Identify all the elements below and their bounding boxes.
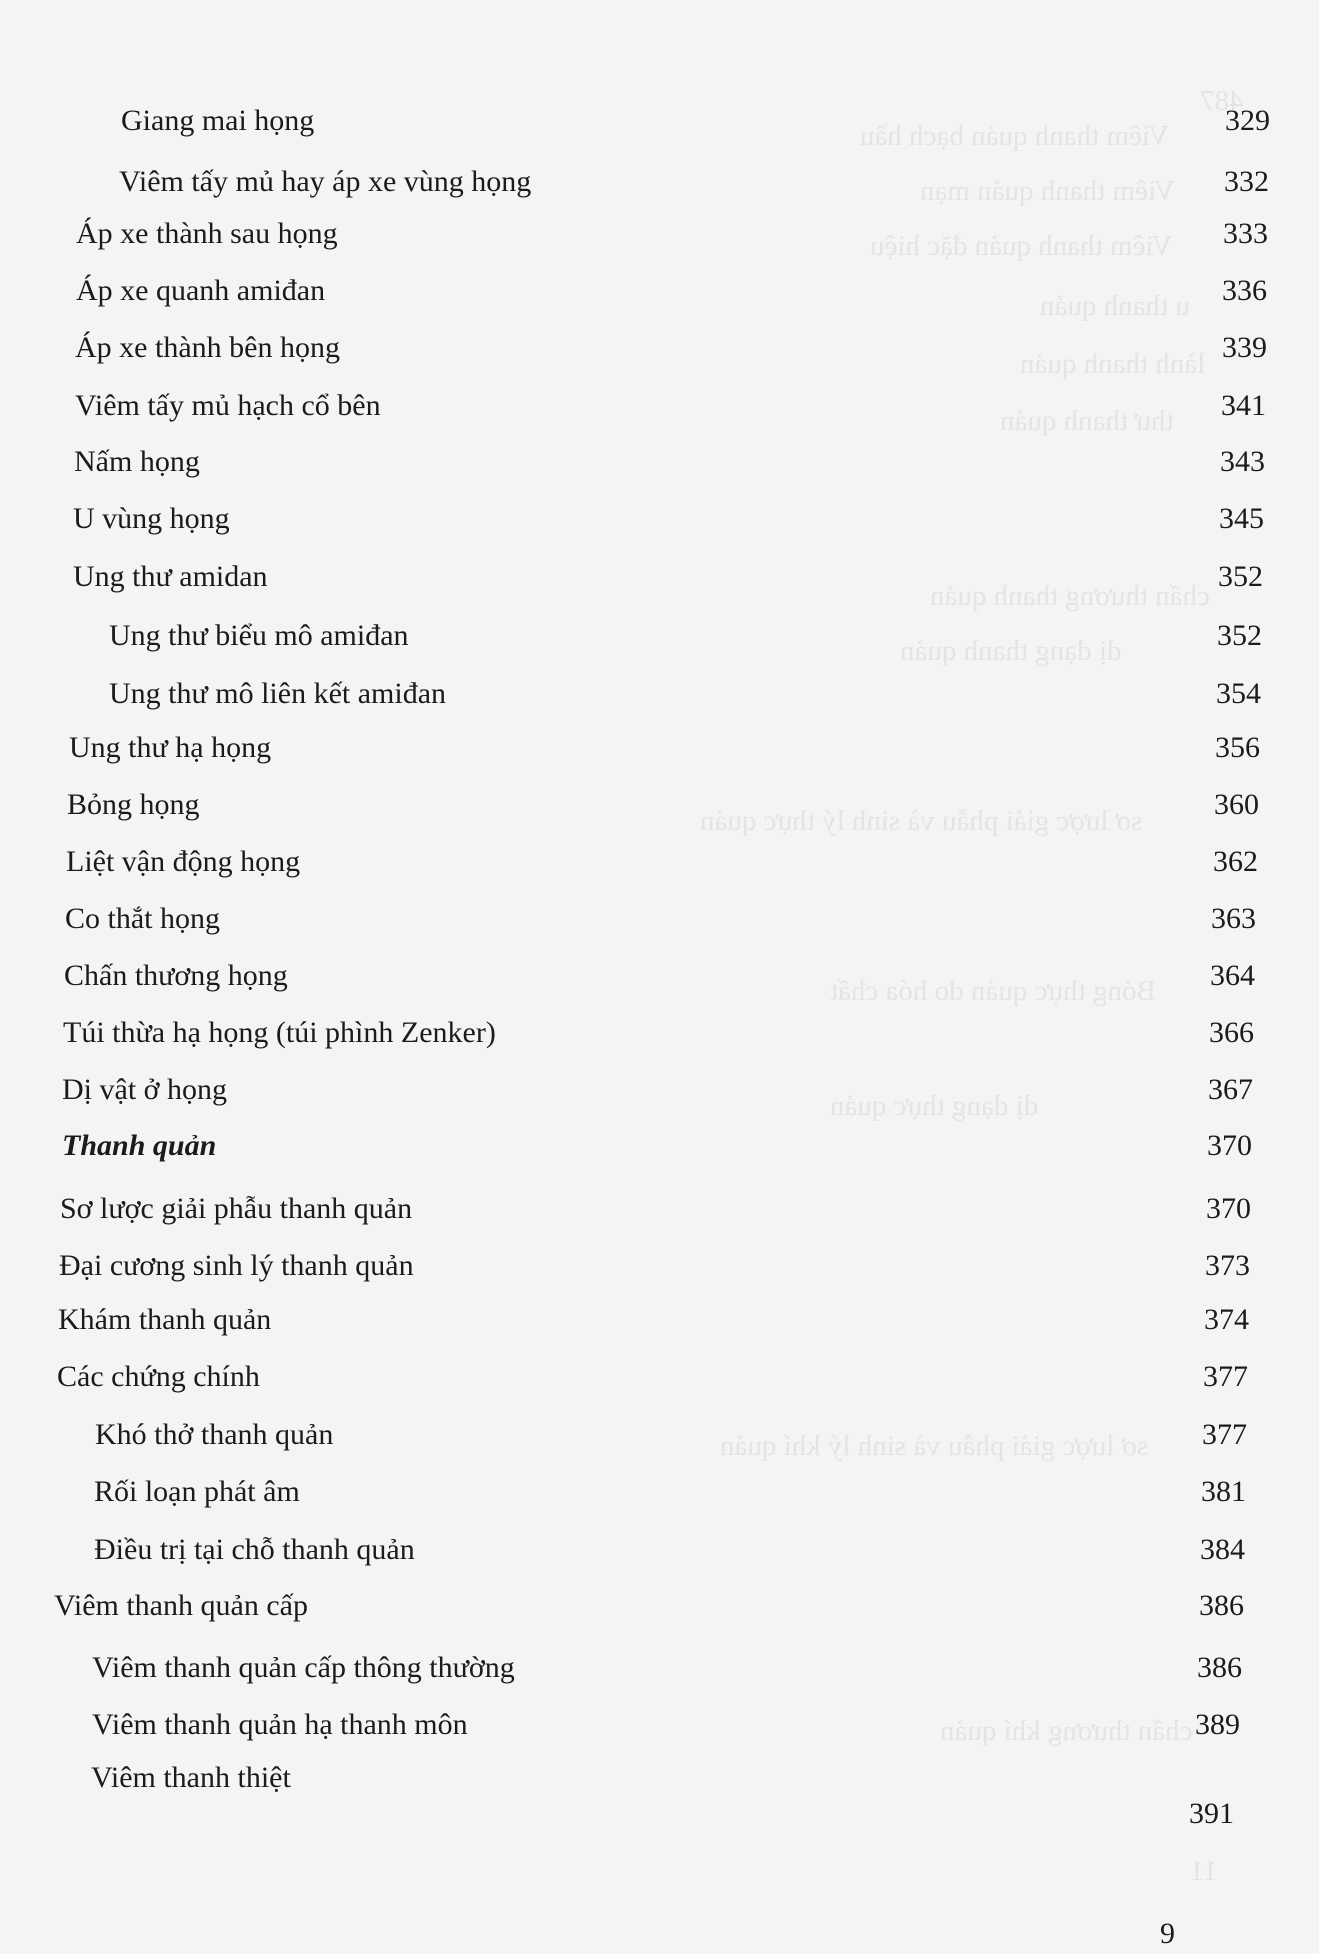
toc-entry-page: 360	[1214, 788, 1259, 821]
toc-entry-page: 343	[1220, 445, 1265, 478]
show-through-text: dị dạng thực quản	[830, 1090, 1039, 1122]
toc-entry-page: 370	[1206, 1192, 1251, 1225]
toc-entry-title: Rối loạn phát âm	[94, 1475, 300, 1508]
toc-entry-title: Viêm tấy mủ hay áp xe vùng họng	[119, 165, 532, 198]
toc-entry-page: 364	[1210, 959, 1255, 992]
show-through-text: 11	[1190, 1855, 1218, 1887]
show-through-text: sơ lược giải phẫu và sinh lý thực quản	[700, 805, 1143, 837]
toc-entry-title: Đại cương sinh lý thanh quản	[59, 1249, 414, 1282]
toc-entry-title: Áp xe quanh amiđan	[76, 274, 326, 307]
toc-entry-title: Điều trị tại chỗ thanh quản	[94, 1533, 415, 1566]
toc-entry-page: 339	[1222, 331, 1267, 364]
toc-entry-title: Viêm thanh quản cấp thông thường	[92, 1651, 515, 1684]
toc-entry-page: 373	[1205, 1249, 1250, 1282]
toc-entry-title: Ung thư biểu mô amiđan	[109, 619, 409, 652]
toc-entry-title: Các chứng chính	[57, 1360, 260, 1393]
toc-entry-title: Co thắt họng	[65, 902, 220, 935]
page-number: 9	[1160, 1917, 1175, 1950]
toc-entry-page: 362	[1213, 845, 1258, 878]
toc-entry-page: 329	[1225, 104, 1270, 137]
show-through-text: chấn thương thanh quản	[930, 580, 1210, 612]
toc-entry-title: Liệt vận động họng	[66, 845, 301, 878]
show-through-text: sơ lược giải phẫu và sinh lý khí quản	[720, 1430, 1149, 1462]
toc-entry-page: 377	[1203, 1360, 1248, 1393]
toc-entry-page: 370	[1207, 1129, 1252, 1162]
toc-entry-page: 386	[1199, 1589, 1244, 1622]
toc-entry-title: Thanh quản	[62, 1129, 217, 1162]
toc-entry-title: Viêm thanh quản hạ thanh môn	[92, 1708, 468, 1741]
toc-entry-page: 354	[1216, 677, 1261, 710]
toc-entry-page: 367	[1208, 1073, 1253, 1106]
toc-entry-page: 356	[1215, 731, 1260, 764]
toc-entry-page: 332	[1224, 165, 1269, 198]
show-through-text: 487	[1200, 85, 1244, 117]
show-through-text: thư thanh quản	[1000, 405, 1174, 437]
toc-entry-title: Bỏng họng	[67, 788, 200, 821]
toc-entry-page: 381	[1201, 1475, 1246, 1508]
toc-entry-title: Áp xe thành sau họng	[76, 217, 338, 250]
toc-entry-page: 391	[1189, 1797, 1234, 1830]
show-through-text: Viêm thanh quản đặc hiệu	[870, 230, 1173, 262]
toc-entry-title: Khám thanh quản	[58, 1303, 272, 1336]
toc-entry-title: Nấm họng	[74, 445, 200, 478]
toc-entry-title: Ung thư mô liên kết amiđan	[109, 677, 447, 710]
toc-entry-page: 366	[1209, 1016, 1254, 1049]
toc-entry-page: 333	[1223, 217, 1268, 250]
toc-entry-page: 345	[1219, 502, 1264, 535]
toc-entry-title: U vùng họng	[73, 502, 230, 535]
toc-entry-page: 352	[1218, 560, 1263, 593]
toc-entry-page: 386	[1197, 1651, 1242, 1684]
toc-entry-title: Dị vật ở họng	[62, 1073, 228, 1106]
toc-entry-title: Ung thư hạ họng	[69, 731, 272, 764]
toc-entry-title: Áp xe thành bên họng	[75, 331, 340, 364]
toc-entry-title: Chấn thương họng	[64, 959, 288, 992]
toc-entry-page: 389	[1195, 1708, 1240, 1741]
show-through-text: u thanh quản	[1040, 290, 1190, 322]
toc-entry-title: Khó thở thanh quản	[95, 1418, 334, 1451]
show-through-text: chấn thương khí quản	[940, 1715, 1193, 1747]
toc-entry-title: Ung thư amidan	[73, 560, 268, 593]
toc-entry-page: 341	[1221, 389, 1266, 422]
toc-entry-title: Viêm tấy mủ hạch cổ bên	[75, 389, 381, 422]
toc-entry-title: Viêm thanh quản cấp	[54, 1589, 308, 1622]
show-through-text: lành thanh quản	[1020, 348, 1206, 380]
toc-entry-title: Giang mai họng	[121, 104, 315, 137]
toc-entry-title: Viêm thanh thiệt	[91, 1761, 291, 1794]
show-through-text: Viêm thanh quản mạn	[920, 175, 1176, 207]
toc-entry-title: Sơ lược giải phẫu thanh quản	[60, 1192, 413, 1225]
toc-entry-title: Túi thừa hạ họng (túi phình Zenker)	[63, 1016, 496, 1049]
toc-entry-page: 363	[1211, 902, 1256, 935]
toc-entry-page: 336	[1222, 274, 1267, 307]
toc-entry-page: 352	[1217, 619, 1262, 652]
toc-entry-page: 384	[1200, 1533, 1245, 1566]
show-through-text: Bỏng thực quản do hóa chất	[830, 975, 1156, 1007]
show-through-text: Viêm thanh quản bạch hầu	[860, 120, 1170, 152]
toc-entry-page: 377	[1202, 1418, 1247, 1451]
show-through-text: dị dạng thanh quản	[900, 635, 1122, 667]
toc-entry-page: 374	[1204, 1303, 1249, 1336]
